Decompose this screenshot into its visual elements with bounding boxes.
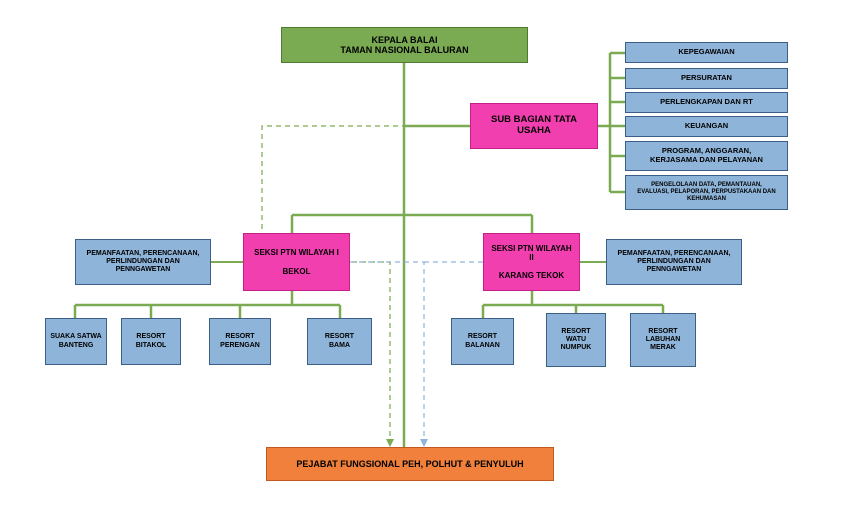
node-line: RESORT [467, 333, 498, 341]
node-line: KEHUMASAN [687, 195, 726, 202]
node-line: PEJABAT FUNGSIONAL PEH, POLHUT & PENYULUH [296, 458, 524, 469]
node-line: BEKOL [282, 267, 311, 276]
node-line: PENGELOLAAN DATA, PEMANTAUAN, [651, 182, 762, 189]
node-line: RESORT [324, 333, 355, 341]
node-line: BALANAN [465, 341, 500, 349]
node-resort-perengan[interactable] [209, 318, 271, 365]
node-line: PENNGAWETAN [115, 266, 171, 274]
node-line: WATU [565, 335, 587, 343]
node-line: PERSURATAN [681, 73, 732, 83]
node-line: USAHA [517, 125, 551, 136]
node-seksi-ptn-wilayah-2[interactable] [483, 233, 580, 291]
node-line: EVALUASI, PELAPORAN, PERPUSTAKAAN DAN [637, 189, 776, 196]
node-resort-bama[interactable] [307, 318, 372, 365]
node-line: PEMANFAATAN, PERENCANAAN, [86, 249, 200, 257]
node-line: PERLINDUNGAN DAN [106, 257, 180, 265]
node-resort-bitakol[interactable] [121, 318, 181, 365]
node-line: PEMANFAATAN, PERENCANAAN, [617, 249, 731, 257]
node-urusan-keuangan[interactable] [625, 116, 788, 137]
node-line: SEKSI PTN WILAYAH [491, 244, 572, 254]
node-resort-labuhan-merak[interactable] [630, 313, 696, 367]
node-sub-bagian-tata-usaha[interactable] [470, 103, 598, 149]
node-staf-kiri-pemanfaatan[interactable] [75, 239, 211, 285]
node-line: RESORT [225, 333, 255, 341]
node-line: RESORT [136, 333, 166, 341]
node-line: KEPALA BALAI [371, 34, 438, 45]
node-line: SEKSI PTN WILAYAH I [254, 247, 339, 257]
node-line: SUAKA SATWA [50, 333, 102, 341]
node-line: LABUHAN [645, 335, 681, 343]
node-resort-balanan[interactable] [451, 318, 514, 365]
node-line: BANTENG [58, 341, 94, 349]
node-line: PERENGAN [220, 341, 260, 349]
node-line: SUB BAGIAN TATA [490, 114, 578, 126]
node-line: KARANG TEKOK [498, 270, 565, 280]
node-urusan-perlengkapan-dan-rt[interactable] [625, 92, 788, 113]
node-urusan-persuratan[interactable] [625, 68, 788, 89]
node-resort-suaka-satwa-banteng[interactable] [45, 318, 107, 365]
node-line: RESORT [648, 327, 678, 335]
node-line: BITAKOL [135, 341, 167, 349]
node-line: RESORT [561, 327, 591, 335]
node-line: MERAK [650, 344, 676, 352]
node-urusan-pengelolaan-data[interactable] [625, 175, 788, 210]
node-urusan-program-anggaran[interactable] [625, 141, 788, 171]
node-line: NUMPUK [560, 344, 592, 352]
node-staf-kanan-pemanfaatan[interactable] [606, 239, 742, 285]
node-line: PROGRAM, ANGGARAN, [661, 146, 752, 156]
node-line: II [529, 253, 534, 263]
node-line: KERJASAMA DAN PELAYANAN [650, 155, 763, 164]
node-resort-watu-numpuk[interactable] [546, 313, 606, 367]
node-kepala-balai[interactable] [281, 27, 528, 63]
node-line: PENNGAWETAN [646, 266, 702, 274]
node-line: PERLENGKAPAN DAN RT [660, 97, 753, 107]
node-urusan-kepegawaian[interactable] [625, 42, 788, 63]
node-seksi-ptn-wilayah-1[interactable] [243, 233, 350, 291]
node-line: BAMA [329, 341, 350, 349]
node-line: PERLINDUNGAN DAN [637, 257, 711, 265]
node-line: TAMAN NASIONAL BALURAN [340, 45, 469, 55]
node-pejabat-fungsional[interactable] [266, 447, 554, 481]
node-line: KEUANGAN [684, 121, 729, 131]
node-line: KEPEGAWAIAN [678, 47, 735, 57]
